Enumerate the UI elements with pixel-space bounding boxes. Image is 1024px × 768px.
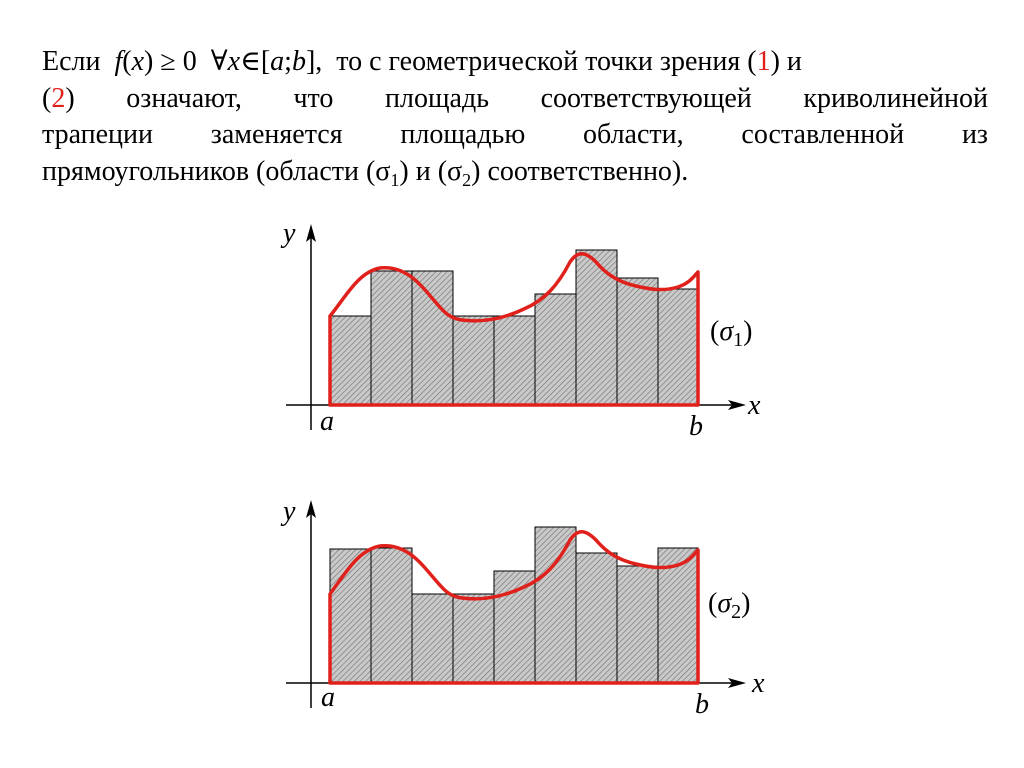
bar [535,527,576,683]
b-label: b [695,689,709,720]
text-line-1: Если f(x) ≥ 0 ∀x∈[a;b], то с геометрической точки зрения (1) и [42,46,802,77]
bar [371,548,412,683]
bar [330,316,371,405]
text-line-3: трапеции заменяется площадью области, составленной из [42,119,988,150]
bar [371,271,412,405]
text-line-4: прямоугольников (области $(\sigma_1)$ и $(\sigma_2)$ соответственно). [42,155,689,190]
bar [330,549,371,683]
x-axis-label: x [748,390,761,421]
equation-ref-2: 2 [51,82,66,114]
bar [576,553,617,683]
region-label-sigma-2: $(\sigma_2)$ [708,588,751,623]
bar [617,278,658,405]
bar [412,594,453,683]
x-axis-label: x [752,668,765,699]
region-label-sigma-1: $(\sigma_1)$ [710,316,753,351]
diagram-sigma-2 [280,496,765,720]
y-axis-label: y [283,496,296,527]
bar [617,566,658,683]
b-label: b [689,411,703,442]
a-label: a [320,406,334,437]
bar [535,294,576,405]
bar [453,316,494,405]
diagram-sigma-1 [280,218,761,442]
text-line-2: (2) означают, что площадь соответствующей криволинейной [42,82,988,114]
a-label: a [321,682,335,713]
bar [453,594,494,683]
bar [494,571,535,683]
equation-ref-1: 1 [756,46,771,77]
y-axis-label: y [283,218,296,249]
bar [412,271,453,405]
bar [576,250,617,405]
bars-sigma-1 [330,250,698,405]
bar [494,316,535,405]
bar [658,289,698,405]
bars-sigma-2 [330,527,698,683]
